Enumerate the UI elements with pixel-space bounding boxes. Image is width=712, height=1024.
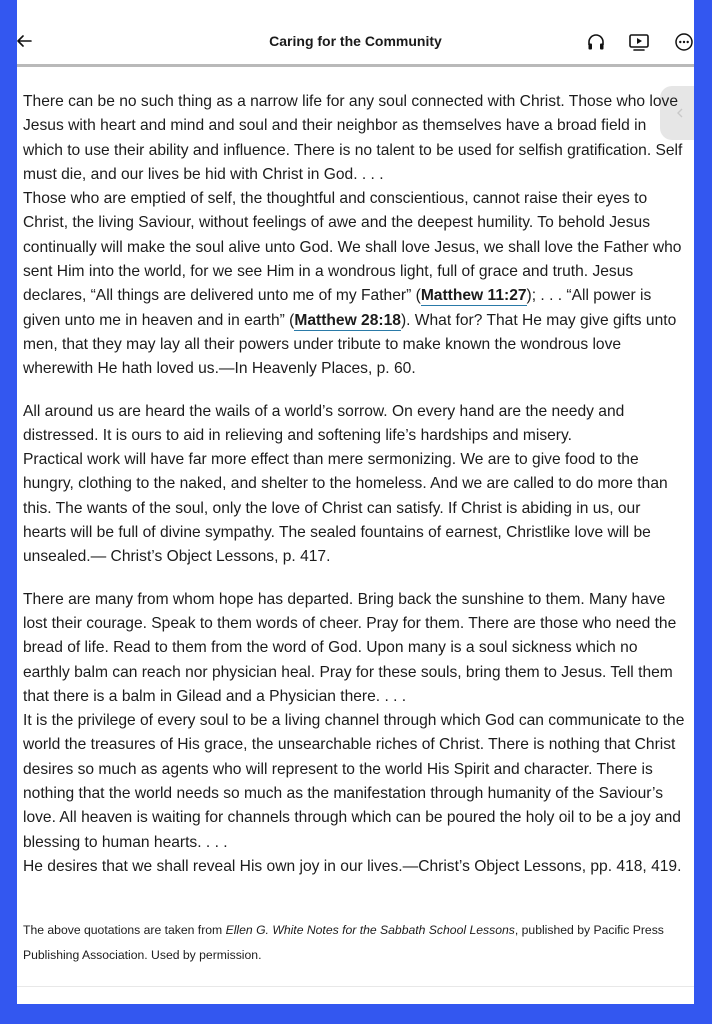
paragraph: There can be no such thing as a narrow life for any soul connected with Christ. Those who love Jesus with heart and mind and soul and their neighbor as themselves have a broad field in which to use their ability and influence. There is no talent to be used for selfish gratification. Self must die, and our lives be hid with Christ in God. . . .	[23, 93, 683, 183]
lesson-content	[23, 90, 687, 897]
paragraph: He desires that we shall reveal His own joy in our lives.—Christ’s Object Lessons, pp. 418, 419.	[23, 857, 682, 875]
top-bar	[17, 0, 694, 64]
paragraph	[23, 187, 687, 381]
video-button[interactable]	[628, 31, 650, 53]
headphones-icon	[586, 32, 606, 52]
source-footnote	[23, 918, 687, 968]
footnote-text: The above quotations are taken from	[23, 923, 226, 937]
page-title: Caring for the Community	[269, 33, 442, 49]
paragraph: Practical work will have far more effect than mere sermonizing. We are to give food to the hungry, clothing to the naked, and shelter to the homeless. And we are called to do more than this. The wants of the soul, only the love of Christ can satisfy. If Christ is abiding in us, our hearts will be full of divine sympathy. The sealed fountains of earnest, Christlike love will be unsealed.— Christ’s Object Lessons, p. 417.	[23, 451, 668, 566]
footnote-book-title: Ellen G. White Notes for the Sabbath School Lessons	[225, 923, 515, 937]
more-button[interactable]	[673, 31, 694, 53]
paragraph-text: Those who are emptied of self, the thoughtful and conscientious, cannot raise their eyes to Christ, the living Saviour, without feelings of awe and the deepest humility. To behold Jesus continually will make the soul alive unto God. We shall love Jesus, we shall love the Father who sent Him into the world, for we see Him in a wondrous light, full of grace and truth. Jesus declares, “All things are delivered unto me of my Father” (	[23, 190, 682, 305]
video-icon	[628, 32, 650, 52]
more-icon	[674, 32, 694, 52]
quote-block-3	[23, 588, 687, 880]
scripture-link-matthew-11-27[interactable]: Matthew 11:27	[420, 287, 527, 305]
paragraph-text: ). What for? That He may give gifts unto men, that they may lay all their powers under tribute to make known the wondrous love wherewith He hath loved us.—In Heavenly Places, p. 60.	[23, 311, 677, 378]
audio-button[interactable]	[585, 31, 607, 53]
quote-block-2	[23, 400, 687, 570]
paragraph-text: ); . . . “All power is given unto me in heaven and in earth” (	[23, 287, 652, 329]
paragraph: It is the privilege of every soul to be a living channel through which God can communicate to the world the treasures of His grace, the unsearchable riches of Christ. There is nothing that Christ desires so much as agents who will represent to the world His Spirit and character. There is nothing that the world needs so much as the manifestation through humanity of the Saviour’s love. All heaven is waiting for channels through which can be poured the holy oil to be a joy and blessing to human hearts. . . .	[23, 712, 685, 851]
header-divider	[17, 64, 694, 67]
scripture-link-matthew-28-18[interactable]: Matthew 28:18	[294, 311, 401, 329]
paragraph: There are many from whom hope has departed. Bring back the sunshine to them. Many have lost their courage. Speak to them words of cheer. Pray for them. There are those who need the bread of life. Read to them from the word of God. Upon many is a soul sickness which no earthly balm can reach nor physician heal. Pray for these souls, bring them to Jesus. Tell them that there is a balm in Gilead and a Physician there. . . .	[23, 590, 677, 705]
footnote-text: , published by Pacific Press Publishing Association. Used by permission.	[23, 923, 664, 962]
bottom-divider	[17, 986, 694, 987]
quote-block-1	[23, 90, 687, 382]
paragraph: All around us are heard the wails of a world’s sorrow. On every hand are the needy and distressed. It is ours to aid in relieving and softening life’s hardships and misery.	[23, 402, 625, 444]
reader-screen	[17, 0, 694, 1004]
